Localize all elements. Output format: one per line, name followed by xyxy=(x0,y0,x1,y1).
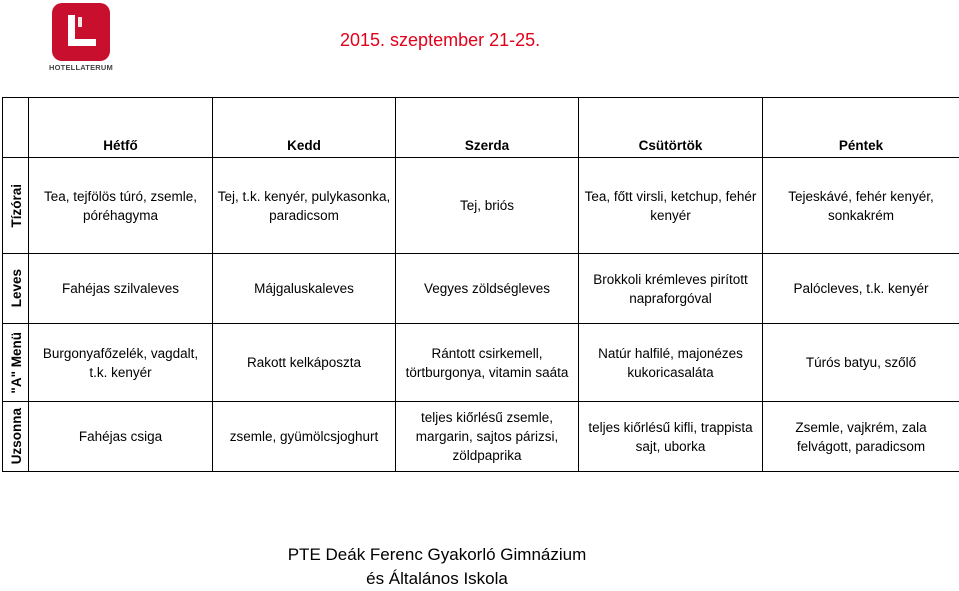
menu-cell: Burgonyafőzelék, vagdalt, t.k. kenyér xyxy=(29,324,213,402)
menu-cell: zsemle, gyümölcsjoghurt xyxy=(213,402,396,472)
row-label-cell xyxy=(3,402,29,472)
menu-cell: Tejeskávé, fehér kenyér, sonkakrém xyxy=(763,158,959,254)
day-header-tuesday: Kedd xyxy=(213,98,396,158)
hotel-laterum-logo xyxy=(50,3,114,73)
table-row xyxy=(3,254,959,324)
menu-cell: Tea, tejfölös túró, zsemle, póréhagyma xyxy=(29,158,213,254)
menu-cell: teljes kiőrlésű kifli, trappista sajt, uborka xyxy=(579,402,763,472)
menu-cell: Tea, főtt virsli, ketchup, fehér kenyér xyxy=(579,158,763,254)
menu-cell: Tej, briós xyxy=(396,158,579,254)
footer-line-2: és Általános Iskola xyxy=(0,567,874,591)
row-label: Leves xyxy=(7,269,26,307)
header-row xyxy=(3,98,959,158)
menu-cell: Májgaluskaleves xyxy=(213,254,396,324)
menu-cell: teljes kiőrlésű zsemle, margarin, sajtos párizsi, zöldpaprika xyxy=(396,402,579,472)
day-header-friday: Péntek xyxy=(763,98,959,158)
row-label: "A" Menü xyxy=(7,332,26,394)
footer-line-1: PTE Deák Ferenc Gyakorló Gimnázium xyxy=(0,543,874,567)
menu-cell: Túrós batyu, szőlő xyxy=(763,324,959,402)
week-date: 2015. szeptember 21-25. xyxy=(340,30,540,51)
row-label-cell xyxy=(3,158,29,254)
menu-cell: Brokkoli krémleves pirított napraforgóval xyxy=(579,254,763,324)
day-header-monday: Hétfő xyxy=(29,98,213,158)
row-label-cell xyxy=(3,254,29,324)
table-row xyxy=(3,402,959,472)
table-row xyxy=(3,324,959,402)
day-header-wednesday: Szerda xyxy=(396,98,579,158)
row-label-cell xyxy=(3,324,29,402)
row-label: Uzsonna xyxy=(7,408,26,464)
menu-cell: Natúr halfilé, majonézes kukoricasaláta xyxy=(579,324,763,402)
corner-cell xyxy=(3,98,29,158)
row-label: Tízórai xyxy=(7,184,26,228)
day-header-thursday: Csütörtök xyxy=(579,98,763,158)
menu-cell: Fahéjas szilvaleves xyxy=(29,254,213,324)
table-row xyxy=(3,158,959,254)
logo-text: HOTELLATERUM xyxy=(48,63,114,72)
logo-mark-icon xyxy=(52,3,110,61)
menu-cell: Tej, t.k. kenyér, pulykasonka, paradicsom xyxy=(213,158,396,254)
menu-cell: Zsemle, vajkrém, zala felvágott, paradicsom xyxy=(763,402,959,472)
menu-cell: Fahéjas csiga xyxy=(29,402,213,472)
menu-cell: Rakott kelkáposzta xyxy=(213,324,396,402)
menu-cell: Rántott csirkemell, törtburgonya, vitamin saáta xyxy=(396,324,579,402)
menu-cell: Vegyes zöldségleves xyxy=(396,254,579,324)
menu-cell: Palócleves, t.k. kenyér xyxy=(763,254,959,324)
weekly-menu-table xyxy=(2,97,959,472)
